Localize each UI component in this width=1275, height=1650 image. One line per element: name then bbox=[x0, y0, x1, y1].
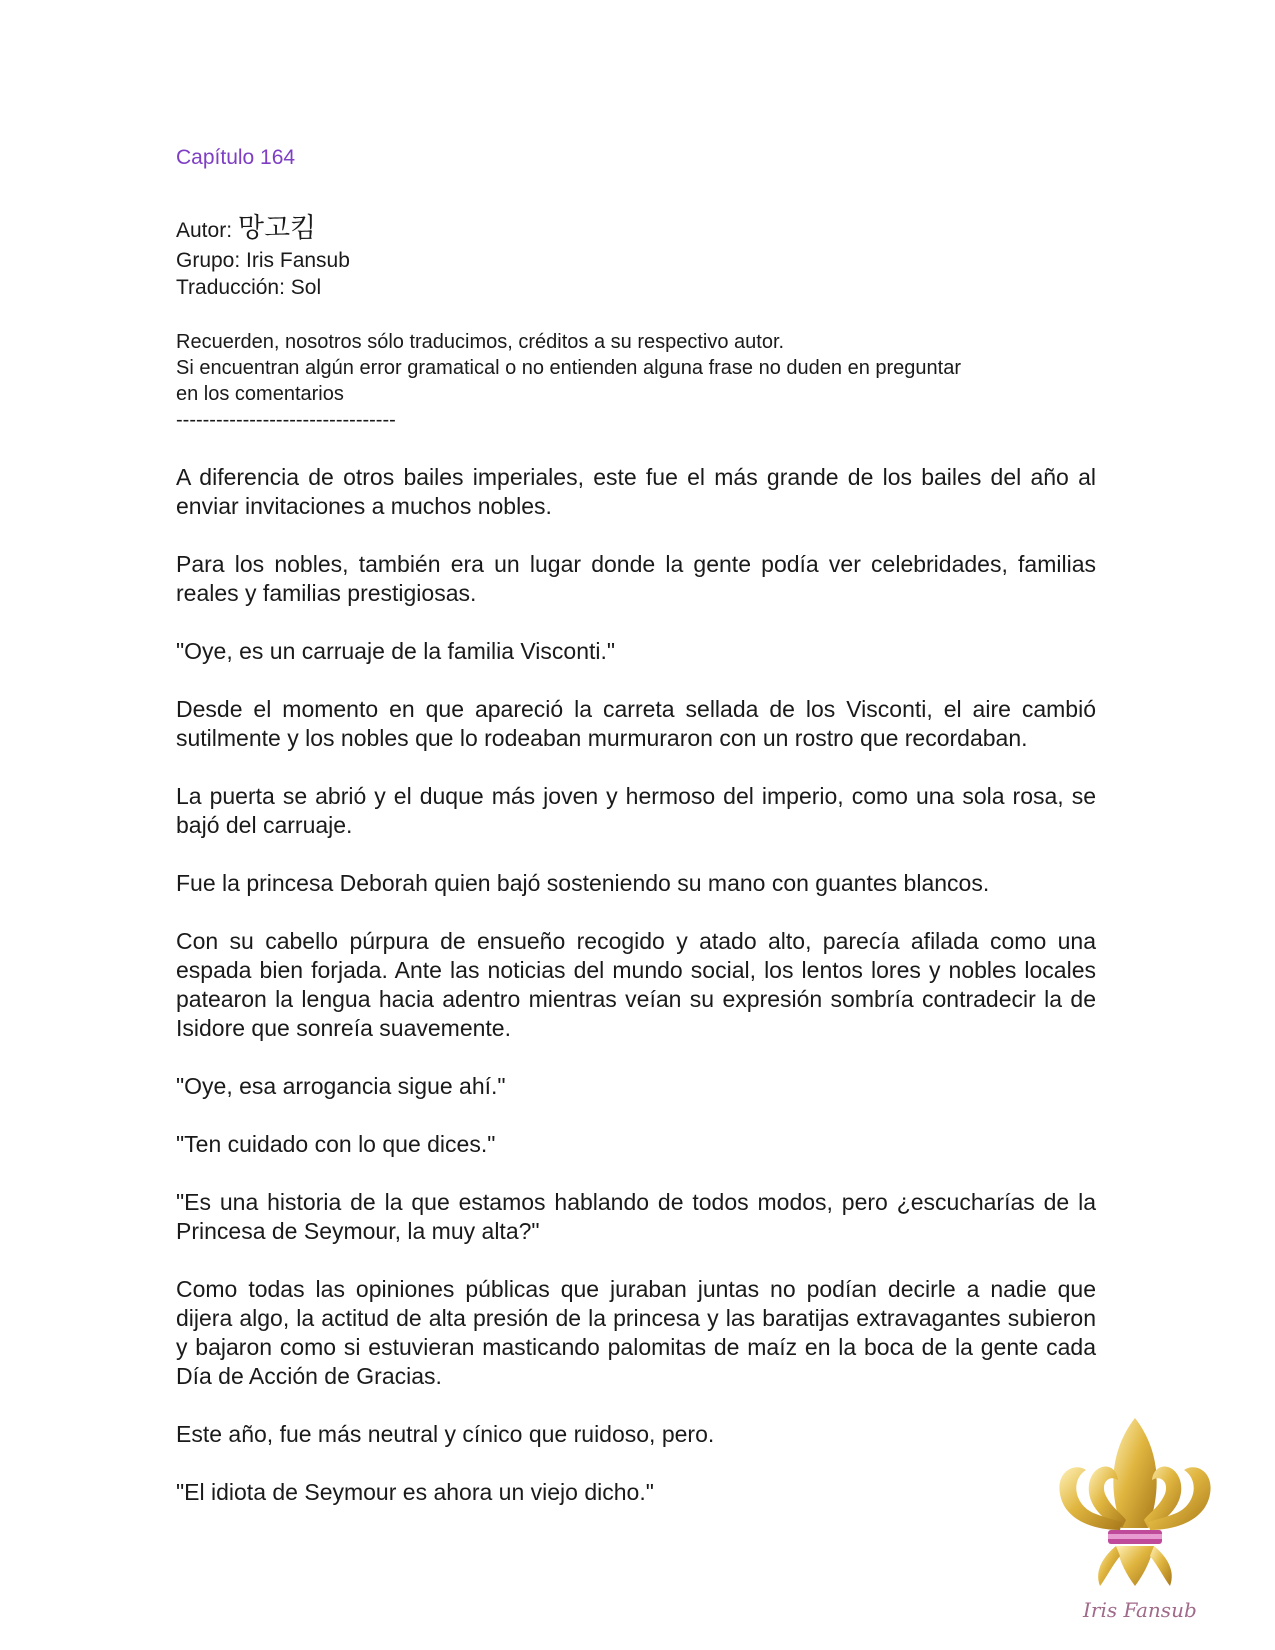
paragraph: A diferencia de otros bailes imperiales, este fue el más grande de los bailes del año al enviar invitaciones a muchos nobles. bbox=[176, 464, 1096, 519]
chapter-body bbox=[176, 463, 1096, 1536]
author-name: 망고킴 bbox=[237, 213, 317, 243]
watermark-text: Iris Fansub bbox=[1083, 1598, 1197, 1622]
separator-line: --------------------------------- bbox=[176, 409, 396, 431]
translator-notice bbox=[176, 329, 1096, 407]
translation-line: Traducción: Sol bbox=[176, 276, 322, 299]
notice-line: Si encuentran algún error gramatical o no entienden alguna frase no duden en preguntar bbox=[176, 357, 961, 379]
paragraph: "Ten cuidado con lo que dices." bbox=[176, 1131, 496, 1157]
paragraph: Este año, fue más neutral y cínico que ruidoso, pero. bbox=[176, 1421, 715, 1447]
paragraph: "El idiota de Seymour es ahora un viejo dicho." bbox=[176, 1479, 654, 1505]
paragraph: Como todas las opiniones públicas que juraban juntas no podían decirle a nadie que dijera algo, la actitud de alta presión de la princesa y las baratijas extravagantes subieron y bajaron como si estuvieran masticando palomitas de maíz en la boca de la gente cada Día de Acción de Gracias. bbox=[176, 1276, 1096, 1389]
author-line bbox=[176, 206, 316, 245]
notice-line: en los comentarios bbox=[176, 383, 344, 405]
paragraph: Con su cabello púrpura de ensueño recogido y atado alto, parecía afilada como una espada bien forjada. Ante las noticias del mundo social, los lentos lores y nobles locales patearon la lengua hacia adentro mientras veían su expresión sombría contradecir la de Isidore que sonreía suavemente. bbox=[176, 928, 1096, 1041]
paragraph: La puerta se abrió y el duque más joven y hermoso del imperio, como una sola rosa, se bajó del carruaje. bbox=[176, 783, 1096, 838]
paragraph: "Oye, esa arrogancia sigue ahí." bbox=[176, 1073, 506, 1099]
paragraph: Para los nobles, también era un lugar donde la gente podía ver celebridades, familias reales y familias prestigiosas. bbox=[176, 551, 1096, 606]
chapter-title: Capítulo 164 bbox=[176, 146, 296, 169]
author-label: Autor: bbox=[176, 219, 233, 242]
paragraph: Desde el momento en que apareció la carreta sellada de los Visconti, el aire cambió sutilmente y los nobles que lo rodeaban murmuraron con un rostro que recordaban. bbox=[176, 696, 1096, 751]
fleur-de-lis-icon bbox=[1050, 1410, 1220, 1610]
notice-line: Recuerden, nosotros sólo traducimos, créditos a su respectivo autor. bbox=[176, 331, 785, 353]
paragraph: "Oye, es un carruaje de la familia Visconti." bbox=[176, 638, 616, 664]
paragraph: Fue la princesa Deborah quien bajó sosteniendo su mano con guantes blancos. bbox=[176, 870, 990, 896]
paragraph: "Es una historia de la que estamos hablando de todos modos, pero ¿escucharías de la Princesa de Seymour, la muy alta?" bbox=[176, 1189, 1096, 1244]
group-line: Grupo: Iris Fansub bbox=[176, 249, 350, 272]
